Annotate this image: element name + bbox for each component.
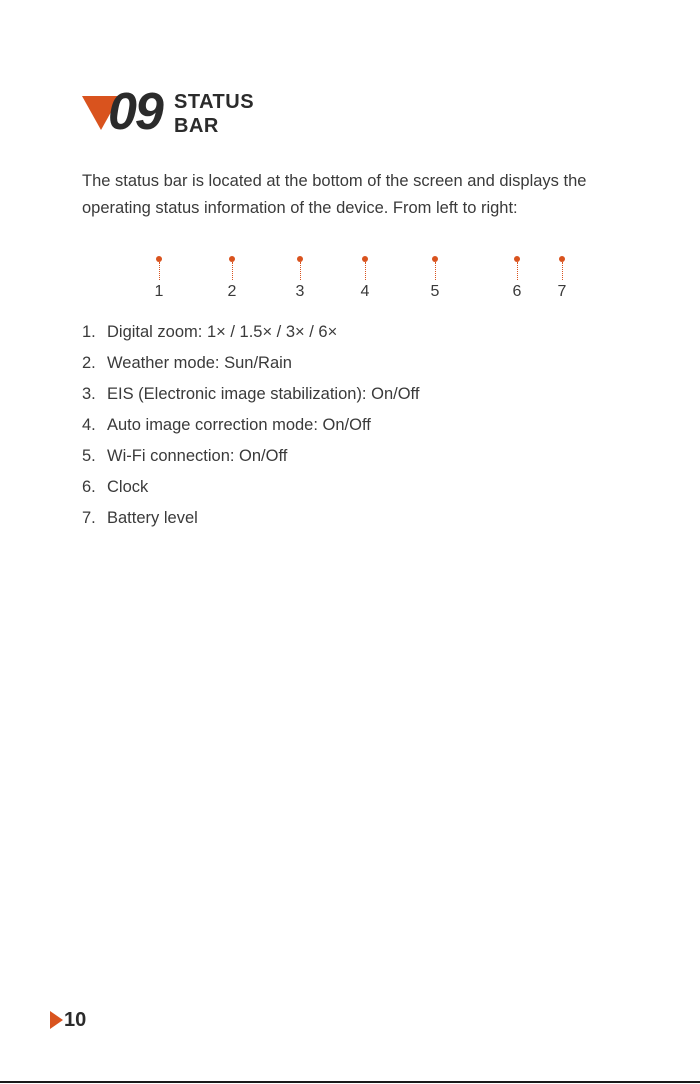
marker-number: 4 [360, 283, 370, 300]
callout-markers [0, 256, 700, 306]
marker-number: 2 [227, 283, 237, 300]
list-item [82, 504, 642, 535]
list-item-text: Auto image correction mode: On/Off [107, 416, 371, 434]
list-item-text: Clock [107, 478, 149, 496]
list-item-text: Battery level [107, 509, 198, 527]
list-item-number: 5. [82, 447, 96, 465]
callout-marker [425, 256, 445, 302]
list-item-text: Weather mode: Sun/Rain [107, 354, 292, 372]
list-item [82, 380, 642, 411]
list-item [82, 411, 642, 442]
section-title-line2: BAR [174, 115, 219, 137]
play-arrow-icon [50, 1011, 63, 1029]
list-item-text: EIS (Electronic image stabilization): On/Off [107, 385, 420, 403]
list-item-text: Wi-Fi connection: On/Off [107, 447, 288, 465]
section-number: 09 [108, 83, 162, 141]
marker-line [435, 262, 436, 280]
list-item-number: 7. [82, 509, 96, 527]
marker-number: 6 [512, 283, 522, 300]
list-item-number: 4. [82, 416, 96, 434]
page-number: 10 [64, 1009, 87, 1031]
list-item-number: 6. [82, 478, 96, 496]
callout-marker [290, 256, 310, 302]
list-item-text: Digital zoom: 1× / 1.5× / 3× / 6× [107, 323, 338, 341]
status-bar-feature-list [82, 318, 642, 535]
list-item [82, 349, 642, 380]
intro-paragraph: The status bar is located at the bottom of the screen and displays the operating status information of the device. From left to right: [82, 172, 587, 217]
callout-marker [552, 256, 572, 302]
marker-number: 5 [430, 283, 440, 300]
section-title-line1: STATUS [174, 91, 255, 113]
callout-marker [149, 256, 169, 302]
list-item-number: 3. [82, 385, 96, 403]
callout-marker [507, 256, 527, 302]
section-title [174, 90, 254, 138]
list-item [82, 442, 642, 473]
list-item-number: 1. [82, 323, 96, 341]
marker-number: 7 [557, 283, 567, 300]
marker-number: 1 [154, 283, 164, 300]
section-header [82, 83, 342, 141]
callout-marker [355, 256, 375, 302]
bottom-divider [0, 1081, 700, 1083]
callout-marker [222, 256, 242, 302]
marker-line [300, 262, 301, 280]
marker-line [365, 262, 366, 280]
marker-line [232, 262, 233, 280]
marker-line [517, 262, 518, 280]
list-item [82, 318, 642, 349]
list-item [82, 473, 642, 504]
list-item-number: 2. [82, 354, 96, 372]
marker-number: 3 [295, 283, 305, 300]
marker-line [159, 262, 160, 280]
marker-line [562, 262, 563, 280]
